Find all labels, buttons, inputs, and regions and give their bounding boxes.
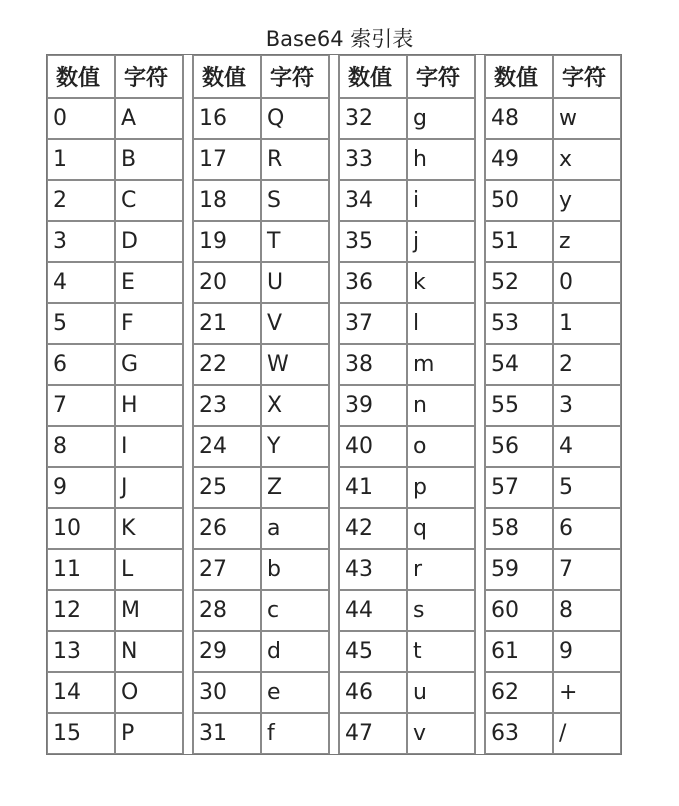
index-value-cell: 42: [339, 508, 407, 549]
base64-char-cell: Q: [261, 98, 329, 139]
table-row: [47, 180, 621, 221]
base64-index-table: [46, 54, 622, 755]
base64-char-cell: F: [115, 303, 183, 344]
column-gap: [475, 385, 485, 426]
base64-char-cell: O: [115, 672, 183, 713]
base64-char-cell: p: [407, 467, 475, 508]
column-gap: [329, 467, 339, 508]
column-gap: [183, 98, 193, 139]
index-value-cell: 19: [193, 221, 261, 262]
column-gap: [183, 467, 193, 508]
column-gap: [475, 262, 485, 303]
base64-char-cell: c: [261, 590, 329, 631]
base64-char-cell: W: [261, 344, 329, 385]
base64-char-cell: u: [407, 672, 475, 713]
base64-char-cell: V: [261, 303, 329, 344]
base64-char-cell: m: [407, 344, 475, 385]
index-value-cell: 13: [47, 631, 115, 672]
index-value-cell: 29: [193, 631, 261, 672]
base64-char-cell: 4: [553, 426, 621, 467]
column-gap: [475, 303, 485, 344]
header-value: 数值: [193, 55, 261, 98]
index-value-cell: 31: [193, 713, 261, 754]
base64-char-cell: Y: [261, 426, 329, 467]
column-gap: [475, 426, 485, 467]
table-caption: Base64 索引表: [265, 27, 414, 51]
index-value-cell: 35: [339, 221, 407, 262]
base64-char-cell: I: [115, 426, 183, 467]
index-value-cell: 0: [47, 98, 115, 139]
base64-char-cell: z: [553, 221, 621, 262]
table-row: [47, 303, 621, 344]
index-value-cell: 30: [193, 672, 261, 713]
column-gap: [475, 631, 485, 672]
base64-char-cell: U: [261, 262, 329, 303]
table-row: [47, 631, 621, 672]
base64-char-cell: 1: [553, 303, 621, 344]
index-value-cell: 46: [339, 672, 407, 713]
header-char: 字符: [261, 55, 329, 98]
column-gap: [329, 139, 339, 180]
table-row: [47, 262, 621, 303]
base64-char-cell: X: [261, 385, 329, 426]
header-value: 数值: [47, 55, 115, 98]
index-value-cell: 58: [485, 508, 553, 549]
base64-char-cell: E: [115, 262, 183, 303]
base64-char-cell: 8: [553, 590, 621, 631]
index-value-cell: 47: [339, 713, 407, 754]
base64-char-cell: a: [261, 508, 329, 549]
column-gap: [329, 590, 339, 631]
index-value-cell: 16: [193, 98, 261, 139]
column-gap: [183, 590, 193, 631]
index-value-cell: 5: [47, 303, 115, 344]
base64-char-cell: h: [407, 139, 475, 180]
index-value-cell: 14: [47, 672, 115, 713]
index-value-cell: 54: [485, 344, 553, 385]
column-gap: [329, 262, 339, 303]
column-gap: [329, 344, 339, 385]
index-value-cell: 23: [193, 385, 261, 426]
index-value-cell: 22: [193, 344, 261, 385]
base64-char-cell: /: [553, 713, 621, 754]
column-gap: [183, 221, 193, 262]
index-value-cell: 28: [193, 590, 261, 631]
column-gap: [183, 385, 193, 426]
column-gap: [475, 549, 485, 590]
index-value-cell: 38: [339, 344, 407, 385]
index-value-cell: 12: [47, 590, 115, 631]
index-value-cell: 45: [339, 631, 407, 672]
index-value-cell: 50: [485, 180, 553, 221]
index-value-cell: 3: [47, 221, 115, 262]
column-gap: [329, 303, 339, 344]
table-row: [47, 508, 621, 549]
column-gap: [183, 549, 193, 590]
index-value-cell: 41: [339, 467, 407, 508]
base64-char-cell: S: [261, 180, 329, 221]
index-value-cell: 15: [47, 713, 115, 754]
column-gap: [475, 508, 485, 549]
index-value-cell: 26: [193, 508, 261, 549]
base64-char-cell: K: [115, 508, 183, 549]
table-row: [47, 672, 621, 713]
table-row: [47, 467, 621, 508]
index-value-cell: 57: [485, 467, 553, 508]
column-gap: [475, 344, 485, 385]
base64-char-cell: k: [407, 262, 475, 303]
index-value-cell: 56: [485, 426, 553, 467]
index-value-cell: 51: [485, 221, 553, 262]
column-gap: [475, 221, 485, 262]
column-gap: [183, 508, 193, 549]
column-gap: [475, 467, 485, 508]
index-value-cell: 4: [47, 262, 115, 303]
base64-char-cell: 3: [553, 385, 621, 426]
index-value-cell: 1: [47, 139, 115, 180]
column-gap: [475, 55, 485, 98]
column-gap: [475, 672, 485, 713]
table-row: [47, 549, 621, 590]
base64-char-cell: 5: [553, 467, 621, 508]
base64-char-cell: A: [115, 98, 183, 139]
column-gap: [329, 221, 339, 262]
index-value-cell: 61: [485, 631, 553, 672]
header-char: 字符: [553, 55, 621, 98]
base64-char-cell: e: [261, 672, 329, 713]
base64-char-cell: 9: [553, 631, 621, 672]
column-gap: [329, 549, 339, 590]
index-value-cell: 27: [193, 549, 261, 590]
table-row: [47, 713, 621, 754]
base64-char-cell: g: [407, 98, 475, 139]
index-value-cell: 62: [485, 672, 553, 713]
index-value-cell: 6: [47, 344, 115, 385]
column-gap: [183, 55, 193, 98]
index-value-cell: 52: [485, 262, 553, 303]
header-char: 字符: [115, 55, 183, 98]
base64-char-cell: B: [115, 139, 183, 180]
header-value: 数值: [485, 55, 553, 98]
table-row: [47, 426, 621, 467]
base64-char-cell: w: [553, 98, 621, 139]
column-gap: [329, 98, 339, 139]
header-char: 字符: [407, 55, 475, 98]
base64-char-cell: L: [115, 549, 183, 590]
base64-char-cell: Z: [261, 467, 329, 508]
index-value-cell: 21: [193, 303, 261, 344]
base64-char-cell: T: [261, 221, 329, 262]
column-gap: [329, 631, 339, 672]
base64-char-cell: l: [407, 303, 475, 344]
base64-char-cell: v: [407, 713, 475, 754]
table-row: [47, 344, 621, 385]
base64-char-cell: C: [115, 180, 183, 221]
base64-char-cell: d: [261, 631, 329, 672]
column-gap: [183, 139, 193, 180]
index-value-cell: 33: [339, 139, 407, 180]
column-gap: [183, 344, 193, 385]
table-row: [47, 590, 621, 631]
index-value-cell: 25: [193, 467, 261, 508]
base64-char-cell: t: [407, 631, 475, 672]
header-row: [47, 55, 621, 98]
index-value-cell: 34: [339, 180, 407, 221]
base64-char-cell: D: [115, 221, 183, 262]
table-row: [47, 221, 621, 262]
base64-char-cell: y: [553, 180, 621, 221]
column-gap: [329, 672, 339, 713]
index-value-cell: 11: [47, 549, 115, 590]
index-value-cell: 59: [485, 549, 553, 590]
base64-char-cell: 0: [553, 262, 621, 303]
base64-char-cell: 2: [553, 344, 621, 385]
index-value-cell: 60: [485, 590, 553, 631]
index-value-cell: 55: [485, 385, 553, 426]
index-value-cell: 2: [47, 180, 115, 221]
base64-char-cell: M: [115, 590, 183, 631]
column-gap: [475, 139, 485, 180]
column-gap: [329, 55, 339, 98]
base64-char-cell: r: [407, 549, 475, 590]
index-value-cell: 10: [47, 508, 115, 549]
column-gap: [329, 713, 339, 754]
index-value-cell: 24: [193, 426, 261, 467]
index-value-cell: 40: [339, 426, 407, 467]
index-value-cell: 43: [339, 549, 407, 590]
table-row: [47, 139, 621, 180]
base64-char-cell: j: [407, 221, 475, 262]
column-gap: [183, 262, 193, 303]
base64-char-cell: H: [115, 385, 183, 426]
index-value-cell: 53: [485, 303, 553, 344]
index-value-cell: 18: [193, 180, 261, 221]
table-body: [47, 98, 621, 754]
column-gap: [183, 426, 193, 467]
column-gap: [475, 713, 485, 754]
base64-char-cell: i: [407, 180, 475, 221]
index-value-cell: 7: [47, 385, 115, 426]
base64-char-cell: 6: [553, 508, 621, 549]
base64-char-cell: s: [407, 590, 475, 631]
index-value-cell: 39: [339, 385, 407, 426]
index-value-cell: 9: [47, 467, 115, 508]
table-row: [47, 385, 621, 426]
base64-char-cell: J: [115, 467, 183, 508]
base64-char-cell: q: [407, 508, 475, 549]
column-gap: [329, 180, 339, 221]
column-gap: [183, 713, 193, 754]
base64-char-cell: n: [407, 385, 475, 426]
column-gap: [475, 180, 485, 221]
index-value-cell: 37: [339, 303, 407, 344]
base64-char-cell: R: [261, 139, 329, 180]
column-gap: [475, 98, 485, 139]
column-gap: [183, 631, 193, 672]
base64-char-cell: o: [407, 426, 475, 467]
base64-char-cell: b: [261, 549, 329, 590]
index-value-cell: 63: [485, 713, 553, 754]
index-value-cell: 8: [47, 426, 115, 467]
column-gap: [183, 672, 193, 713]
index-value-cell: 36: [339, 262, 407, 303]
base64-char-cell: N: [115, 631, 183, 672]
table-header: [47, 55, 621, 98]
index-value-cell: 32: [339, 98, 407, 139]
index-value-cell: 48: [485, 98, 553, 139]
index-value-cell: 17: [193, 139, 261, 180]
index-value-cell: 49: [485, 139, 553, 180]
header-value: 数值: [339, 55, 407, 98]
column-gap: [183, 180, 193, 221]
base64-char-cell: x: [553, 139, 621, 180]
base64-char-cell: P: [115, 713, 183, 754]
index-value-cell: 44: [339, 590, 407, 631]
base64-char-cell: f: [261, 713, 329, 754]
base64-char-cell: G: [115, 344, 183, 385]
column-gap: [475, 590, 485, 631]
column-gap: [329, 385, 339, 426]
table-row: [47, 98, 621, 139]
index-value-cell: 20: [193, 262, 261, 303]
column-gap: [183, 303, 193, 344]
column-gap: [329, 508, 339, 549]
column-gap: [329, 426, 339, 467]
base64-char-cell: +: [553, 672, 621, 713]
base64-char-cell: 7: [553, 549, 621, 590]
